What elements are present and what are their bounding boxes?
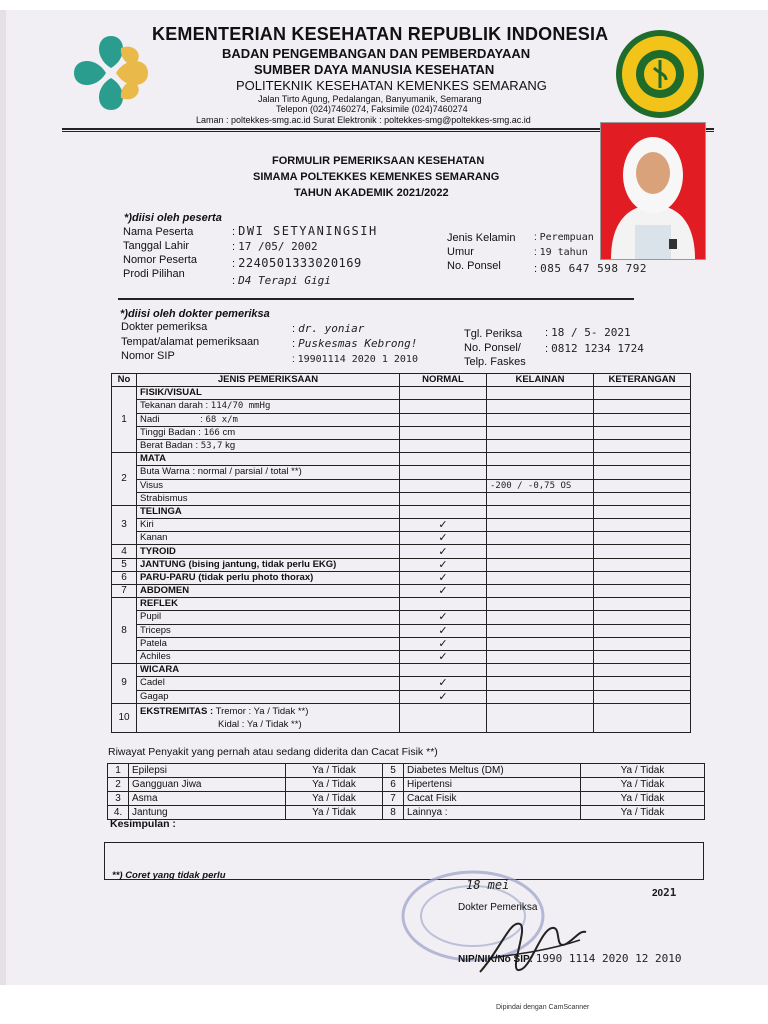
form-year: TAHUN AKADEMIK 2021/2022 (294, 187, 449, 199)
history-number: 5 (383, 764, 404, 778)
table-row (112, 611, 691, 624)
buta-label: Buta Warna (140, 466, 190, 478)
sip-label: Nomor SIP (121, 350, 175, 362)
patela-label: Patela (137, 637, 400, 650)
row-number: 2 (112, 453, 137, 506)
row-number: 9 (112, 664, 137, 704)
doctor-value: dr. yoniar (298, 322, 365, 335)
participant-photo (600, 122, 706, 260)
history-yes-no: Ya / Tidak (286, 806, 383, 820)
nadi-label: Nadi (140, 413, 160, 425)
history-yes-no: Ya / Tidak (581, 806, 705, 820)
table-row (112, 505, 691, 518)
history-item: Asma (129, 792, 286, 806)
table-row: Tinggi Badan : 166 cm (112, 426, 691, 439)
prodi-value: D4 Terapi Gigi (238, 274, 331, 287)
strabismus-label: Strabismus (137, 492, 400, 505)
abdomen-label: ABDOMEN (137, 585, 400, 598)
place-value: Puskesmas Kebrong! (298, 337, 418, 350)
number-label: Nomor Peserta (123, 254, 197, 266)
visus-value: -200 / -0,75 OS (487, 479, 594, 492)
dob-value: 17 /05/ 2002 (238, 240, 318, 253)
sign-year: 20 (652, 888, 664, 899)
berat-value: 53,7 (200, 441, 223, 452)
kanan-label: Kanan (137, 532, 400, 545)
table-row (112, 637, 691, 650)
table-row (112, 519, 691, 532)
buta-options: : normal / parsial / total **) (192, 466, 302, 478)
pupil-label: Pupil (137, 611, 400, 624)
achiles-label: Achiles (137, 650, 400, 663)
fisik-label: FISIK/VISUAL (137, 387, 400, 400)
history-item: Jantung (129, 806, 286, 820)
nip-label: NIP/NIK/No SIP: (458, 954, 534, 965)
row-number: 1 (112, 387, 137, 453)
cadel-label: Cadel (137, 677, 400, 690)
phone-value: 085 647 598 792 (540, 262, 647, 275)
history-number: 7 (383, 792, 404, 806)
nadi-value: 68 x/m (205, 414, 238, 425)
institution-phone: Telepon (024)7460274, Faksimile (024)7460274 (276, 104, 468, 114)
gagap-label: Gagap (137, 690, 400, 703)
table-row (112, 624, 691, 637)
triceps-label: Triceps (137, 624, 400, 637)
age-value: 19 tahun (539, 247, 588, 258)
faskes-label: Telp. Faskes (464, 356, 526, 368)
table-row (112, 703, 691, 732)
row-number: 8 (112, 598, 137, 664)
history-number: 2 (108, 778, 129, 792)
form-subtitle: SIMAMA POLTEKKES KEMENKES SEMARANG (253, 171, 500, 183)
tekanan-label: Tekanan darah : (140, 400, 209, 412)
doctor-phone-value: 0812 1234 1724 (551, 342, 644, 355)
form-page: KEMENTERIAN KESEHATAN REPUBLIK INDONESIA BADAN PENGEMBANGAN DAN PEMBERDAYAAN SUMBER DAYA MANUSIA KESEHATAN POLITEKNIK KESEHATAN KEMENKES SEMARANG Jalan Tirto Agung, Pedalangan, Banyumanik, Semarang Telepon (024)7460274, Faksimile (024)7460274 Laman : poltekkes-smg.ac.id Surat Elektronik : poltekkes-smg@poltekkes-smg.ac.id FORMULIR PEMERIKSAAN KESEHATAN SIMAMA POLTEKKES KEMENKES SEMARANG TAHUN AKADEMIK 2021/2022 *)diisi oleh peserta Nama Peserta Tanggal Lahir Nomor Peserta Prodi Pilihan : DWI SETYANINGSIH : 17 /05/ 2002 : 2240501333020169 : D4 Terapi Gigi Jenis Kelamin Umur No. Ponsel : Perempuan : 19 tahun : 085 647 598 792 *)diisi oleh dokter pemeriksa Dokter pemeriksa Tempat/alamat pemeriksaan Nomor SIP : dr. yoniar : Puskesmas Kebrong! : 19901114 2020 1 2010 Tgl. Periksa No. Ponsel/ Telp. Faskes : 18 / 5- 2021 : 0812 1234 1724 No JENIS PEMERIKSAAN NORMAL KELAINAN KETERANGAN 1 FISIK/VISUAL Tekanan darah : 114/70 mmHg Nadi : 68 x/m Tinggi Badan : 166 cm Berat Badan : 53,7 kg 2 MATA Buta Warna : normal / parsial / total **) Visus -200 / -0,75 OS Strabismus 3 TELINGA Kiri ✓ Kanan ✓ 4 TYROID ✓ 5 JANTUNG (bising jantung, tidak perlu EKG) ✓ 6 PARU-PARU (tidak perlu photo thorax) ✓ 7 ABDOMEN ✓ 8 REFLEK Pupil ✓ Triceps ✓ Patela ✓ Achiles ✓ 9 WICARA Cadel ✓ Gagap ✓ 10 EKSTREMITAS : Tremor : Ya / Tidak **) Kidal : Ya / Tidak **) Riwayat Penyakit yang pernah atau sedang diderita dan Cacat Fisik **) 1 Epilepsi Ya / Tidak 5 Diabetes Meltus (DM) Ya / Tidak 2 Gangguan Jiwa Ya / Tidak 6 Hipertensi Ya / Tidak 3 Asma Ya / Tidak 7 Cacat Fisik Ya / Tidak 4. Jantung Ya / Tidak 8 Lainnya : Ya / Tidak Kesimpulan : **) Coret yang tidak perlu 18 mei 2021 Dokter Pemeriksa NIP/NIK/No SIP: 1990 1114 2020 12 2010 (0, 10, 768, 985)
agency-line-1: BADAN PENGEMBANGAN DAN PEMBERDAYAAN (222, 46, 531, 61)
table-row (112, 585, 691, 598)
conclusion-label: Kesimpulan : (110, 818, 176, 830)
table-row (112, 677, 691, 690)
history-number: 1 (108, 764, 129, 778)
check-mark: ✓ (400, 624, 487, 637)
exam-header-row (112, 374, 691, 387)
history-number: 4. (108, 806, 129, 820)
table-row (112, 492, 691, 505)
history-yes-no: Ya / Tidak (286, 792, 383, 806)
tinggi-label: Tinggi Badan (140, 426, 196, 438)
history-yes-no: Ya / Tidak (286, 764, 383, 778)
table-row (112, 598, 691, 611)
kiri-label: Kiri (137, 519, 400, 532)
wicara-label: WICARA (137, 664, 400, 677)
kidal-options: Kidal : Ya / Tidak **) (218, 718, 302, 730)
row-number: 4 (112, 545, 137, 558)
date-value: 18 / 5- 2021 (551, 326, 631, 339)
paru-label: PARU-PARU (tidak perlu photo thorax) (137, 571, 400, 584)
table-row (112, 387, 691, 400)
strike-note: **) Coret yang tidak perlu (112, 870, 226, 881)
tekanan-value: 114/70 mmHg (210, 401, 271, 412)
check-mark: ✓ (400, 571, 487, 584)
exam-table (111, 373, 691, 733)
row-number: 3 (112, 505, 137, 545)
history-number: 3 (108, 792, 129, 806)
table-row (108, 778, 705, 792)
history-number: 8 (383, 806, 404, 820)
doctor-role: Dokter Pemeriksa (458, 902, 538, 913)
tinggi-value: 166 (203, 427, 220, 438)
doctor-phone-label: No. Ponsel/ (464, 342, 521, 354)
visus-label: Visus (137, 479, 400, 492)
table-row: Nadi : 68 x/m (112, 413, 691, 426)
check-mark: ✓ (400, 611, 487, 624)
check-mark: ✓ (400, 532, 487, 545)
gender-value: Perempuan (539, 232, 594, 243)
check-mark: ✓ (400, 545, 487, 558)
ekstremitas-label: EKSTREMITAS : (140, 705, 214, 717)
check-mark: ✓ (400, 558, 487, 571)
history-heading: Riwayat Penyakit yang pernah atau sedang diderita dan Cacat Fisik **) (108, 746, 438, 758)
table-row (108, 806, 705, 820)
table-row (108, 764, 705, 778)
table-row (112, 479, 691, 492)
agency-line-2: SUMBER DAYA MANUSIA KESEHATAN (254, 62, 495, 77)
sign-date: 18 mei (466, 878, 510, 892)
table-row (112, 453, 691, 466)
refleks-label: REFLEK (137, 598, 400, 611)
history-item: Hipertensi (404, 778, 581, 792)
table-row (112, 400, 691, 413)
history-yes-no: Ya / Tidak (581, 792, 705, 806)
sign-year-hand: 21 (663, 886, 677, 899)
table-row (112, 466, 691, 479)
poltekkes-seal-icon (614, 28, 706, 120)
table-row: Berat Badan : 53,7 kg (112, 439, 691, 452)
history-number: 6 (383, 778, 404, 792)
tinggi-unit: cm (222, 426, 236, 438)
prodi-label: Prodi Pilihan (123, 268, 185, 280)
ministry-title: KEMENTERIAN KESEHATAN REPUBLIK INDONESIA (152, 24, 609, 44)
telinga-label: TELINGA (137, 505, 400, 518)
doctor-signature-icon (470, 910, 590, 980)
row-number: 7 (112, 585, 137, 598)
history-item: Gangguan Jiwa (129, 778, 286, 792)
check-mark: ✓ (400, 690, 487, 703)
doctor-heading: *)diisi oleh dokter pemeriksa (120, 308, 270, 320)
col-normal: NORMAL (400, 374, 487, 387)
doctor-label: Dokter pemeriksa (121, 321, 208, 333)
row-number: 10 (112, 703, 137, 732)
phone-label: No. Ponsel (447, 260, 501, 272)
participant-heading: *)diisi oleh peserta (124, 212, 222, 224)
institution-name: POLITEKNIK KESEHATAN KEMENKES SEMARANG (236, 78, 547, 93)
mata-label: MATA (137, 453, 400, 466)
institution-address: Jalan Tirto Agung, Pedalangan, Banyumanik, Semarang (258, 94, 482, 104)
check-mark: ✓ (400, 677, 487, 690)
institution-web: Laman : poltekkes-smg.ac.id Surat Elektronik : poltekkes-smg@poltekkes-smg.ac.id (196, 115, 531, 125)
name-label: Nama Peserta (123, 226, 194, 238)
col-keterangan: KETERANGAN (594, 374, 691, 387)
sip-value: 19901114 2020 1 2010 (297, 354, 418, 365)
table-row (112, 558, 691, 571)
col-jenis: JENIS PEMERIKSAAN (137, 374, 400, 387)
history-yes-no: Ya / Tidak (581, 778, 705, 792)
table-row (112, 690, 691, 703)
table-row (112, 664, 691, 677)
number-value: 2240501333020169 (238, 256, 362, 270)
history-item: Lainnya : (404, 806, 581, 820)
tyroid-label: TYROID (137, 545, 400, 558)
table-row (112, 650, 691, 663)
check-mark: ✓ (400, 585, 487, 598)
tremor-options: Tremor : Ya / Tidak **) (215, 705, 309, 717)
berat-label: Berat Badan (140, 440, 193, 452)
history-item: Epilepsi (129, 764, 286, 778)
history-table (107, 763, 705, 820)
section-divider (118, 298, 634, 300)
check-mark: ✓ (400, 519, 487, 532)
berat-unit: kg (225, 440, 236, 452)
jantung-label: JANTUNG (bising jantung, tidak perlu EKG) (137, 558, 400, 571)
dob-label: Tanggal Lahir (123, 240, 190, 252)
name-value: DWI SETYANINGSIH (238, 224, 378, 238)
history-item: Cacat Fisik (404, 792, 581, 806)
check-mark: ✓ (400, 637, 487, 650)
kemenkes-logo-icon (66, 28, 156, 118)
date-label: Tgl. Periksa (464, 328, 523, 340)
table-row (112, 532, 691, 545)
place-label: Tempat/alamat pemeriksaan (121, 336, 260, 348)
gender-label: Jenis Kelamin (447, 232, 516, 244)
history-yes-no: Ya / Tidak (286, 778, 383, 792)
age-label: Umur (447, 246, 474, 258)
table-row (112, 571, 691, 584)
row-number: 6 (112, 571, 137, 584)
history-item: Diabetes Meltus (DM) (404, 764, 581, 778)
col-no: No (112, 374, 137, 387)
form-title: FORMULIR PEMERIKSAAN KESEHATAN (272, 155, 485, 167)
table-row (108, 792, 705, 806)
check-mark: ✓ (400, 650, 487, 663)
scanner-footer: Dipindai dengan CamScanner (496, 1004, 590, 1011)
row-number: 5 (112, 558, 137, 571)
table-row (112, 545, 691, 558)
col-kelainan: KELAINAN (487, 374, 594, 387)
history-yes-no: Ya / Tidak (581, 764, 705, 778)
nip-value: 1990 1114 2020 12 2010 (535, 952, 682, 965)
